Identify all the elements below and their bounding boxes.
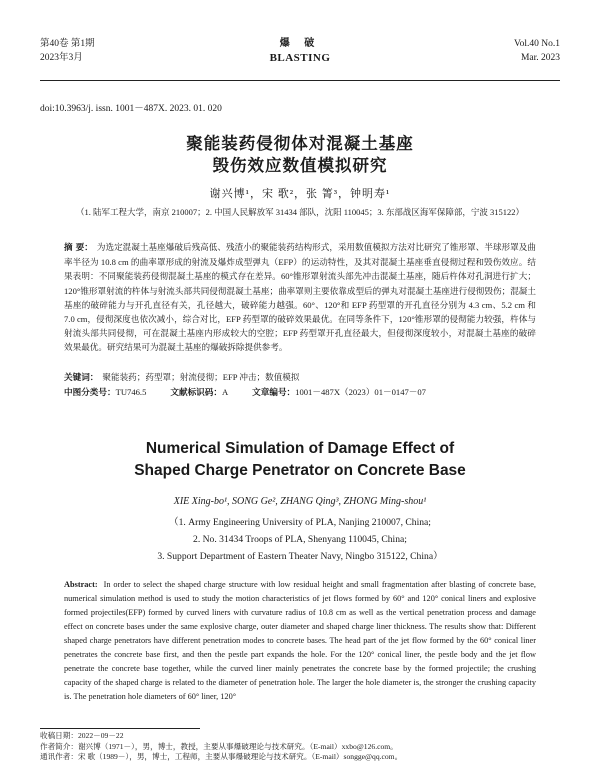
clc-value: TU746.5 bbox=[115, 387, 147, 397]
running-header bbox=[40, 37, 560, 83]
abstract-en-text: In order to select the shaped charge structure with low residual height and small fragmentation after blasting of concrete base, numerical simulation method is used to study the motion characteristics of jet flows formed by 60° and 120° conical liners and explosive formed projectiles(EFP) formed by curved liners with curvature radius of 10.8 cm as well as the vertical penetration process and damage effect on concrete bases under the same explosive charge, outer diameter and shaped charge liner thickness. The results show that: Different shaped charge penetrators have different penetration modes to concrete bases. The head part of the jet flow formed by the 60° conical liner penetrates the concrete base first, and then the pestle part expands the hole. For the 120° conical liner, the pestle body and the jet flow penetrate the concrete base together, while the curved liner mainly penetrates the concrete base by the formed projectile; the crushing capacity of the shaped charge is related to the diameter of penetration hole. The larger the hole diameter is, the stronger the crushing capacity is. The penetration hole diameters of 60° liner, 120° bbox=[64, 580, 536, 701]
title-en bbox=[0, 438, 600, 482]
article-no-value: 1001－487X（2023）01－0147－07 bbox=[295, 387, 426, 397]
header-rule bbox=[40, 80, 560, 81]
abstract-cn-label: 摘 要： bbox=[64, 243, 93, 253]
date-en: Mar. 2023 bbox=[520, 53, 560, 63]
abstract-en-label: Abstract: bbox=[64, 580, 98, 589]
doc-code-value: A bbox=[221, 387, 229, 397]
doc-code-label: 文献标识码： bbox=[170, 388, 222, 398]
affiliations-cn: （1. 陆军工程大学，南京 210007；2. 中国人民解放军 31434 部队，沈阳 110045；3. 东部战区海军保障部，宁波 315122） bbox=[75, 207, 525, 217]
affiliation-en-1: （1. Army Engineering University of PLA, Nanjing 210007, China; bbox=[169, 517, 431, 528]
title-cn-line1: 聚能装药侵彻体对混凝土基座 bbox=[186, 134, 414, 153]
affiliation-en-2: 2. No. 31434 Troops of PLA, Shenyang 110045, China; bbox=[193, 534, 407, 545]
header-center bbox=[40, 37, 560, 65]
authors-en: XIE Xing-bo¹, SONG Ge², ZHANG Qing³, ZHONG Ming-shou¹ bbox=[173, 496, 427, 507]
volume-en: Vol.40 No.1 bbox=[513, 39, 560, 49]
date-cn: 2023年3月 bbox=[40, 53, 83, 63]
doi[interactable]: doi:10.3963/j. issn. 1001－487X. 2023. 01. 020 bbox=[40, 104, 222, 114]
authors-cn: 谢兴博¹，宋 歌²，张 箐³，钟明寿¹ bbox=[209, 188, 391, 200]
journal-name-en: BLASTING bbox=[269, 52, 331, 64]
corresponding-author: 通讯作者：宋 歌（1989－），男，博士，工程师，主要从事爆破理论与技术研究。（E-mail）songge@qq.com。 bbox=[40, 752, 403, 761]
keywords-cn bbox=[64, 371, 536, 385]
journal-name-cn: 爆 破 bbox=[279, 38, 321, 49]
affiliations-en bbox=[0, 514, 600, 565]
abstract-cn-text: 为选定混凝土基座爆破后残高低、残渣小的聚能装药结构形式，采用数值模拟方法对比研究了锥形罩、半球形罩及曲率半径为 10.8 cm 的曲率罩形成的射流及爆炸成型弹丸（EFP）的运动特性，及其对混凝土基座垂直侵彻过程和毁伤效应。结果表明：不同聚能装药侵彻混凝土基座的模式存在差异。60°锥形罩射流头部先冲击混凝土基座，随后杵体对孔洞进行扩大；120°锥形罩射流的杵体与射流头部共同侵彻混凝土基座；曲率罩则主要依靠成型后的弹丸对混凝土基座进行侵彻毁伤；混凝土基座的破碎能力与开孔直径有关，孔径越大，破碎能力越强。60°、120°和 EFP 药型罩的开孔直径分别为 4.3 cm、5.2 cm 和 7.0 cm，侵彻深度也依次减小，综合对比，EFP 药型罩的破碎效果最优。在同等条件下，120°锥形罩的侵彻能力较强，杵体与射流头部共同侵彻，可在混凝土基座内形成较大的空腔；EFP 药型罩开孔直径最大，但侵彻深度较小，对混凝土基座的破碎效果最优。研究结果可为混凝土基座的爆破拆除提供参考。 bbox=[64, 242, 536, 353]
received-date: 收稿日期：2022－09－22 bbox=[40, 731, 124, 740]
classification-row bbox=[64, 386, 536, 400]
article-no-label: 文章编号： bbox=[252, 388, 296, 398]
volume-cn: 第40卷 第1期 bbox=[40, 39, 95, 49]
title-cn-line2: 毁伤效应数值模拟研究 bbox=[212, 156, 388, 175]
footnote-rule bbox=[40, 728, 200, 729]
title-en-line2: Shaped Charge Penetrator on Concrete Base bbox=[134, 462, 466, 479]
affiliation-en-3: 3. Support Department of Eastern Theater Navy, Ningbo 315122, China） bbox=[157, 551, 443, 562]
header-right bbox=[514, 37, 560, 65]
keywords-cn-text: 聚能装药；药型罩；射流侵彻；EFP 冲击；数值模拟 bbox=[102, 372, 300, 382]
footnotes bbox=[40, 731, 560, 763]
title-en-line1: Numerical Simulation of Damage Effect of bbox=[145, 440, 455, 457]
keywords-cn-label: 关键词： bbox=[64, 373, 99, 383]
author-bio: 作者简介：谢兴博（1971－），男，博士，教授，主要从事爆破理论与技术研究。（E-mail）xxbo@126.com。 bbox=[40, 741, 398, 751]
abstract-cn bbox=[64, 240, 536, 355]
abstract-en bbox=[64, 578, 536, 704]
clc-label: 中图分类号： bbox=[64, 388, 116, 398]
title-cn bbox=[0, 133, 600, 177]
